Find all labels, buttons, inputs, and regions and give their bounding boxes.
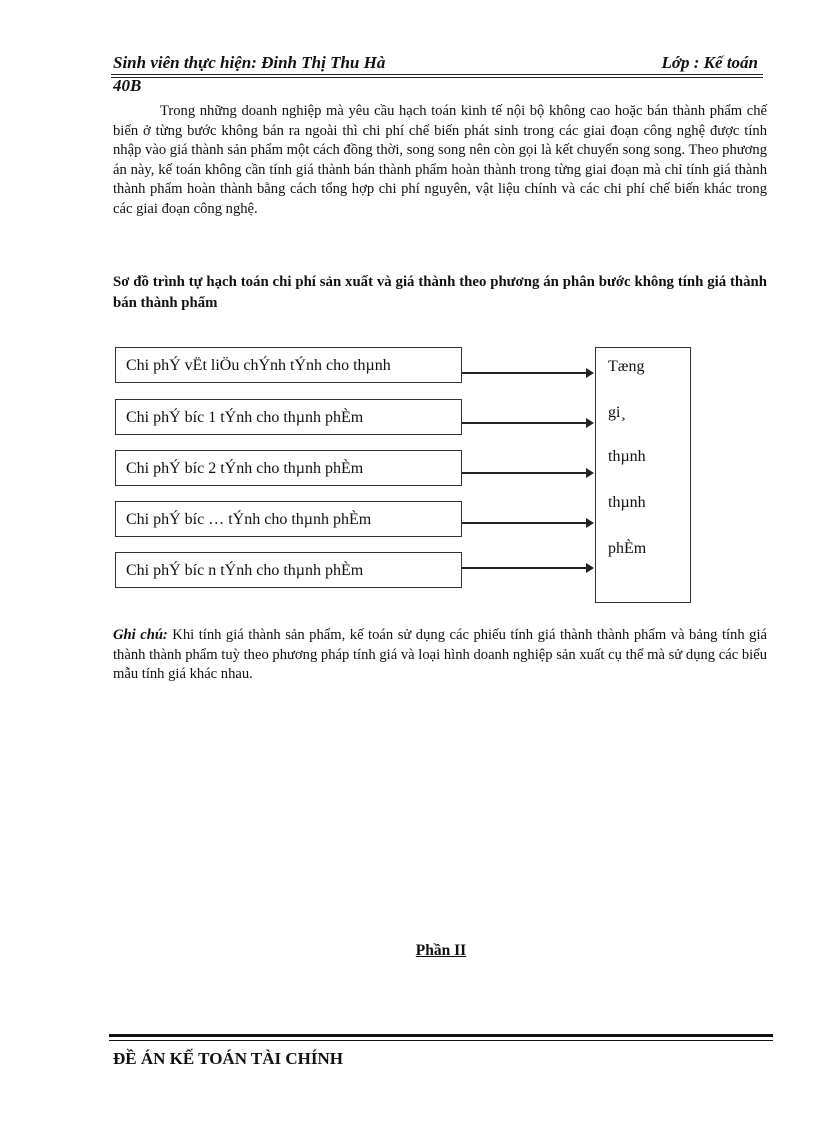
- diagram-heading: Sơ đồ trình tự hạch toán chi phí sản xuất và giá thành theo phương án phân bước không tính giá thành bán thành phẩm: [113, 274, 767, 311]
- result-word-1: Tæng: [608, 358, 645, 375]
- total-cost-box: [595, 347, 691, 603]
- result-word-2: gi¸: [608, 404, 626, 421]
- note-paragraph: [113, 626, 767, 685]
- result-word-3: thµnh: [608, 448, 646, 465]
- header-author: Sinh viên thực hiện: Đinh Thị Thu Hà: [113, 53, 386, 72]
- arrow-materials: [462, 372, 592, 374]
- arrow-step-n: [462, 567, 592, 569]
- cost-box-step-ellipsis: Chi phÝ bíc … tÝnh cho thµnh phÈm: [115, 501, 462, 537]
- cost-box-step-2: Chi phÝ bíc 2 tÝnh cho thµnh phÈm: [115, 450, 462, 486]
- arrow-step-1: [462, 422, 592, 424]
- header-class-continuation: 40B: [113, 76, 142, 95]
- cost-box-step-n: Chi phÝ bíc n tÝnh cho thµnh phÈm: [115, 552, 462, 588]
- part-title-wrap: [0, 942, 816, 960]
- body-paragraph: Trong những doanh nghiệp mà yêu cầu hạch toán kinh tế nội bộ không cao hoặc bán thành phẩm chế biến ở từng bước không bán ra ngoài thì chi phí chế biến phát sinh trong các giai đoạn công nghệ được tính nhập vào giá thành sản phẩm một cách đồng thời, song song nên còn gọi là kết chuyển song song. Theo phương án này, kế toán không cần tính giá thành bán thành phẩm hoàn thành trong từng giai đoạn mà chỉ tính giá thành thành phẩm hoàn thành bằng cách tổng hợp chi phí nguyên, vật liệu chính và các chi phí chế biến khác trong các giai đoạn công nghệ.: [113, 103, 767, 217]
- header-rule: [111, 74, 763, 75]
- cost-box-step-1: Chi phÝ bíc 1 tÝnh cho thµnh phÈm: [115, 399, 462, 435]
- part-title: Phần II: [415, 942, 467, 959]
- header-class: Lớp : Kế toán: [661, 53, 758, 72]
- footer-title: ĐỀ ÁN KẾ TOÁN TÀI CHÍNH: [113, 1049, 344, 1068]
- note-label: Ghi chú:: [113, 627, 168, 643]
- arrow-step-2: [462, 472, 592, 474]
- cost-box-materials: Chi phÝ vËt liÖu chÝnh tÝnh cho thµnh: [115, 347, 462, 383]
- footer-rule-thin: [109, 1040, 773, 1041]
- result-word-5: phÈm: [608, 540, 647, 557]
- note-text: Khi tính giá thành sản phẩm, kế toán sử dụng các phiếu tính giá thành thành phẩm và bảng tính giá thành thành phẩm tuỳ theo phương pháp tính giá và loại hình doanh nghiệp sản xuất cụ thể mà sử dụng các biểu mẫu tính giá khác nhau.: [113, 627, 767, 682]
- footer-rule-thick: [109, 1034, 773, 1037]
- header-rule-2: [111, 77, 763, 78]
- result-word-4: thµnh: [608, 494, 646, 511]
- arrow-step-ellipsis: [462, 522, 592, 524]
